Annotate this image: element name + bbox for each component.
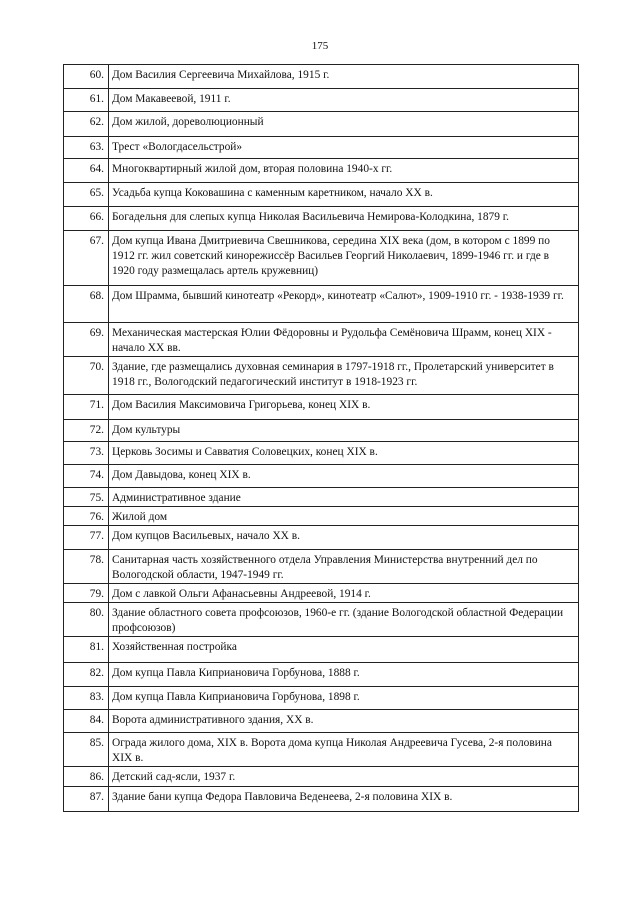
table-row: [64, 550, 579, 584]
table-row: [64, 584, 579, 603]
object-name: Дом жилой, дореволюционный: [109, 112, 579, 137]
table-row: [64, 507, 579, 526]
object-name: Церковь Зосимы и Савватия Соловецких, конец XIX в.: [109, 442, 579, 465]
object-name: Механическая мастерская Юлии Фёдоровны и Рудольфа Семёновича Шрамм, конец XIX - начало XX вв.: [109, 323, 579, 357]
page-number: 175: [311, 40, 329, 52]
table-row: [64, 112, 579, 137]
table-row: [64, 663, 579, 687]
table-row: [64, 733, 579, 767]
row-number: 77.: [64, 526, 109, 550]
table-row: [64, 465, 579, 488]
table-row: [64, 603, 579, 637]
object-name: Здание бани купца Федора Павловича Веденеева, 2-я половина XIX в.: [109, 787, 579, 812]
table-row: [64, 183, 579, 207]
row-number: 63.: [64, 137, 109, 159]
row-number: 71.: [64, 395, 109, 420]
object-name: Дом Давыдова, конец XIX в.: [109, 465, 579, 488]
object-name: Многоквартирный жилой дом, вторая половина 1940-х гг.: [109, 159, 579, 183]
object-name: Здание областного совета профсоюзов, 1960-е гг. (здание Вологодской областной Федерации профсоюзов): [109, 603, 579, 637]
row-number: 83.: [64, 687, 109, 710]
object-name: Дом Макавеевой, 1911 г.: [109, 89, 579, 112]
row-number: 66.: [64, 207, 109, 231]
table-row: [64, 395, 579, 420]
row-number: 74.: [64, 465, 109, 488]
object-name: Дом культуры: [109, 420, 579, 442]
row-number: 67.: [64, 231, 109, 286]
table-body: [64, 65, 579, 812]
table-row: [64, 137, 579, 159]
object-name: Дом купца Ивана Дмитриевича Свешникова, середина XIX века (дом, в котором с 1899 по 1912 гг. жил советский кинорежиссёр Васильев Георгий Николаевич, 1899-1946 гг. и где в 1920 году размещалась артель кружевниц): [109, 231, 579, 286]
row-number: 62.: [64, 112, 109, 137]
object-name: Жилой дом: [109, 507, 579, 526]
table-row: [64, 488, 579, 507]
row-number: 68.: [64, 286, 109, 323]
row-number: 82.: [64, 663, 109, 687]
row-number: 61.: [64, 89, 109, 112]
object-name: Ограда жилого дома, XIX в. Ворота дома купца Николая Андреевича Гусева, 2-я половина XIX в.: [109, 733, 579, 767]
row-number: 86.: [64, 767, 109, 787]
table-row: [64, 767, 579, 787]
object-name: Санитарная часть хозяйственного отдела Управления Министерства внутренний дел по Вологодской области, 1947-1949 гг.: [109, 550, 579, 584]
object-name: Дом Василия Сергеевича Михайлова, 1915 г.: [109, 65, 579, 89]
table-row: [64, 420, 579, 442]
object-name: Трест «Вологдасельстрой»: [109, 137, 579, 159]
row-number: 81.: [64, 637, 109, 663]
table-row: [64, 65, 579, 89]
object-name: Дом Шрамма, бывший кинотеатр «Рекорд», кинотеатр «Салют», 1909-1910 гг. - 1938-1939 гг.: [109, 286, 579, 323]
table-row: [64, 207, 579, 231]
row-number: 73.: [64, 442, 109, 465]
row-number: 78.: [64, 550, 109, 584]
object-name: Усадьба купца Коковашина с каменным каретником, начало XX в.: [109, 183, 579, 207]
row-number: 79.: [64, 584, 109, 603]
table-row: [64, 159, 579, 183]
object-name: Дом купцов Васильевых, начало XX в.: [109, 526, 579, 550]
table-row: [64, 687, 579, 710]
row-number: 65.: [64, 183, 109, 207]
object-name: Дом купца Павла Киприановича Горбунова, 1888 г.: [109, 663, 579, 687]
table-row: [64, 89, 579, 112]
object-name: Хозяйственная постройка: [109, 637, 579, 663]
row-number: 85.: [64, 733, 109, 767]
table-row: [64, 442, 579, 465]
row-number: 80.: [64, 603, 109, 637]
object-name: Дом Василия Максимовича Григорьева, конец XIX в.: [109, 395, 579, 420]
row-number: 70.: [64, 357, 109, 395]
row-number: 87.: [64, 787, 109, 812]
row-number: 60.: [64, 65, 109, 89]
table-row: [64, 286, 579, 323]
table-row: [64, 357, 579, 395]
row-number: 69.: [64, 323, 109, 357]
object-name: Богадельня для слепых купца Николая Васильевича Немирова-Колодкина, 1879 г.: [109, 207, 579, 231]
object-name: Ворота административного здания, XX в.: [109, 710, 579, 733]
row-number: 76.: [64, 507, 109, 526]
object-name: Здание, где размещались духовная семинария в 1797-1918 гг., Пролетарский университет в 1918 гг., Вологодский педагогический институт в 1918-1923 гг.: [109, 357, 579, 395]
row-number: 72.: [64, 420, 109, 442]
row-number: 64.: [64, 159, 109, 183]
table-row: [64, 787, 579, 812]
table-row: [64, 637, 579, 663]
row-number: 75.: [64, 488, 109, 507]
object-name: Дом купца Павла Киприановича Горбунова, 1898 г.: [109, 687, 579, 710]
row-number: 84.: [64, 710, 109, 733]
object-name: Детский сад-ясли, 1937 г.: [109, 767, 579, 787]
object-name: Административное здание: [109, 488, 579, 507]
table-row: [64, 526, 579, 550]
table-row: [64, 710, 579, 733]
table-row: [64, 323, 579, 357]
table-row: [64, 231, 579, 286]
object-name: Дом с лавкой Ольги Афанасьевны Андреевой, 1914 г.: [109, 584, 579, 603]
heritage-objects-table: [63, 64, 579, 812]
